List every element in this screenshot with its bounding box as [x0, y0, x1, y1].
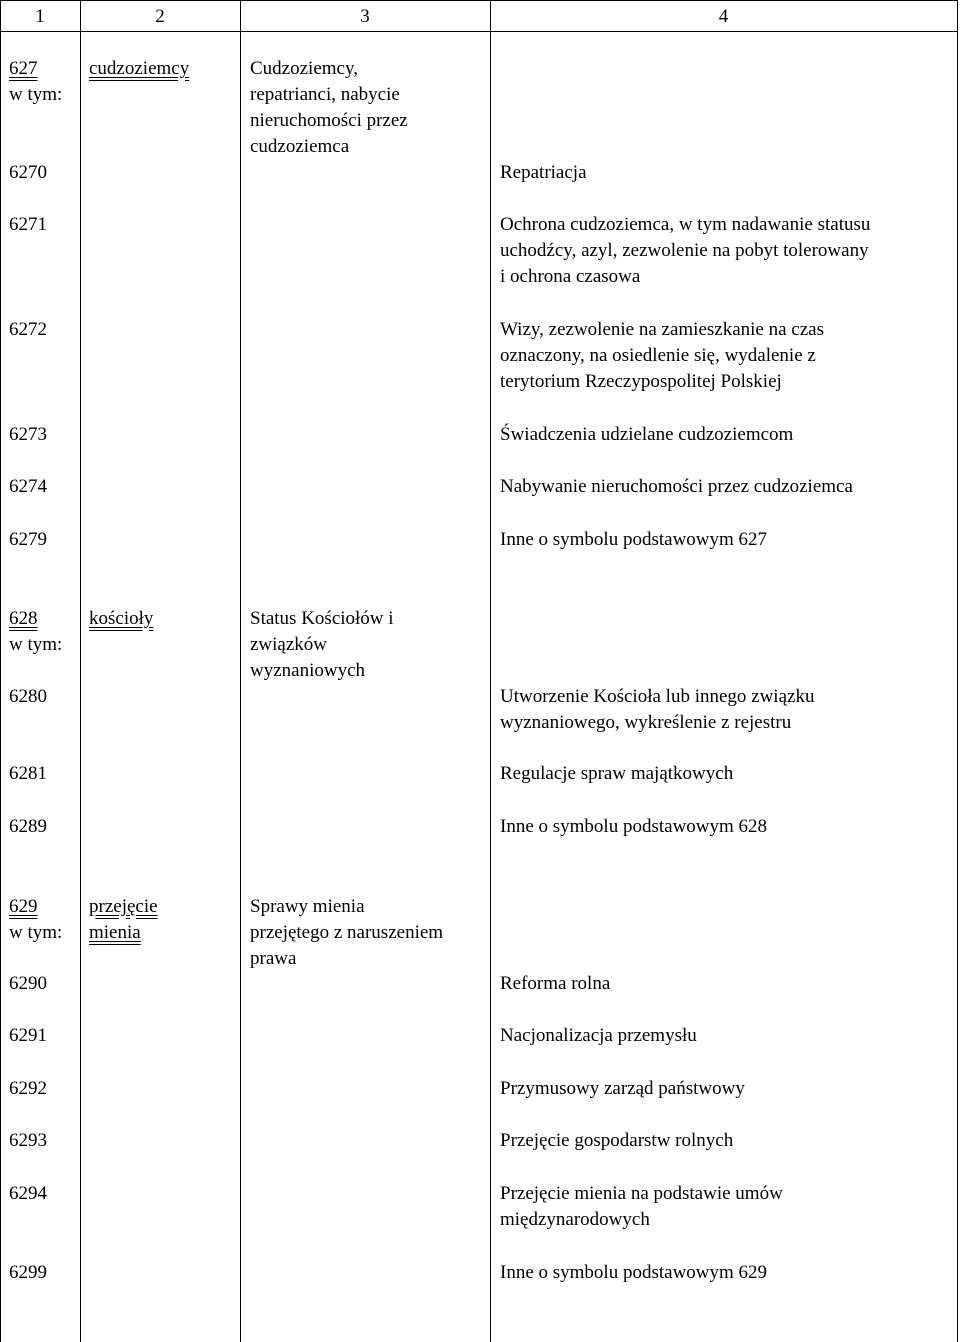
item-code: 6289 [9, 816, 47, 837]
group-code-628: 628 [9, 608, 38, 629]
column-header-1: 1 [35, 6, 45, 27]
column-header-2: 2 [155, 6, 165, 27]
group-title-line: repatrianci, nabycie [250, 84, 400, 105]
column-header-4: 4 [718, 6, 729, 27]
group-keyword-627: cudzoziemcy [89, 58, 190, 79]
item-code: 6281 [9, 763, 47, 784]
item-desc-line: Inne o symbolu podstawowym 628 [500, 816, 768, 837]
item-code: 6272 [9, 319, 47, 340]
group-code-629: 629 [9, 896, 38, 917]
item-code: 6294 [9, 1183, 47, 1204]
column-divider-3 [490, 0, 491, 1342]
group-title-line: Cudzoziemcy, [250, 58, 358, 79]
item-desc-line: uchodźcy, azyl, zezwolenie na pobyt tolerowany [500, 240, 869, 261]
item-code: 6290 [9, 973, 47, 994]
item-code: 6270 [9, 162, 47, 183]
item-code: 6279 [9, 529, 47, 550]
header-row-divider [0, 31, 958, 32]
item-code: 6299 [9, 1262, 47, 1283]
item-desc-line: Reforma rolna [500, 973, 611, 994]
item-desc-line: Przejęcie mienia na podstawie umów [500, 1183, 783, 1204]
group-wtym-629: w tym: [9, 922, 63, 943]
item-desc-line: Regulacje spraw majątkowych [500, 763, 734, 784]
item-desc-line: Utworzenie Kościoła lub innego związku [500, 686, 815, 707]
item-desc-line: Nabywanie nieruchomości przez cudzoziemca [500, 476, 853, 497]
item-code: 6293 [9, 1130, 47, 1151]
group-wtym-627: w tym: [9, 84, 63, 105]
item-desc-line: Inne o symbolu podstawowym 629 [500, 1262, 768, 1283]
item-desc-line: Nacjonalizacja przemysłu [500, 1025, 697, 1046]
item-code: 6274 [9, 476, 47, 497]
column-divider-1 [80, 0, 81, 1342]
group-title-line: cudzoziemca [250, 136, 350, 157]
table-top-border [0, 0, 958, 1]
item-desc-line: Przejęcie gospodarstw rolnych [500, 1130, 734, 1151]
item-desc-line: terytorium Rzeczypospolitej Polskiej [500, 371, 782, 392]
column-border-right [957, 0, 958, 1342]
item-desc-line: Przymusowy zarząd państwowy [500, 1078, 745, 1099]
column-header-3: 3 [360, 6, 370, 27]
group-keyword-628: kościoły [89, 608, 154, 629]
item-desc-line: oznaczony, na osiedlenie się, wydalenie z [500, 345, 816, 366]
item-desc-line: Ochrona cudzoziemca, w tym nadawanie statusu [500, 214, 871, 235]
group-title-line: związków [250, 634, 328, 655]
item-desc-line: Wizy, zezwolenie na zamieszkanie na czas [500, 319, 824, 340]
group-keyword-629: mienia [89, 922, 141, 943]
group-title-line: Status Kościołów i [250, 608, 394, 629]
item-code: 6292 [9, 1078, 47, 1099]
group-title-line: przejętego z naruszeniem [250, 922, 444, 943]
item-code: 6273 [9, 424, 47, 445]
group-title-line: wyznaniowych [250, 660, 366, 681]
item-desc-line: Inne o symbolu podstawowym 627 [500, 529, 768, 550]
group-title-line: Sprawy mienia [250, 896, 365, 917]
group-title-line: prawa [250, 948, 297, 969]
item-desc-line: międzynarodowych [500, 1209, 650, 1230]
item-code: 6280 [9, 686, 47, 707]
column-border-left [0, 0, 1, 1342]
column-divider-2 [240, 0, 241, 1342]
group-keyword-629: przejęcie [89, 896, 158, 917]
item-desc-line: Świadczenia udzielane cudzoziemcom [500, 424, 794, 445]
group-wtym-628: w tym: [9, 634, 63, 655]
item-desc-line: wyznaniowego, wykreślenie z rejestru [500, 712, 792, 733]
item-code: 6271 [9, 214, 47, 235]
item-code: 6291 [9, 1025, 47, 1046]
group-code-627: 627 [9, 58, 38, 79]
item-desc-line: i ochrona czasowa [500, 266, 641, 287]
group-title-line: nieruchomości przez [250, 110, 408, 131]
item-desc-line: Repatriacja [500, 162, 587, 183]
